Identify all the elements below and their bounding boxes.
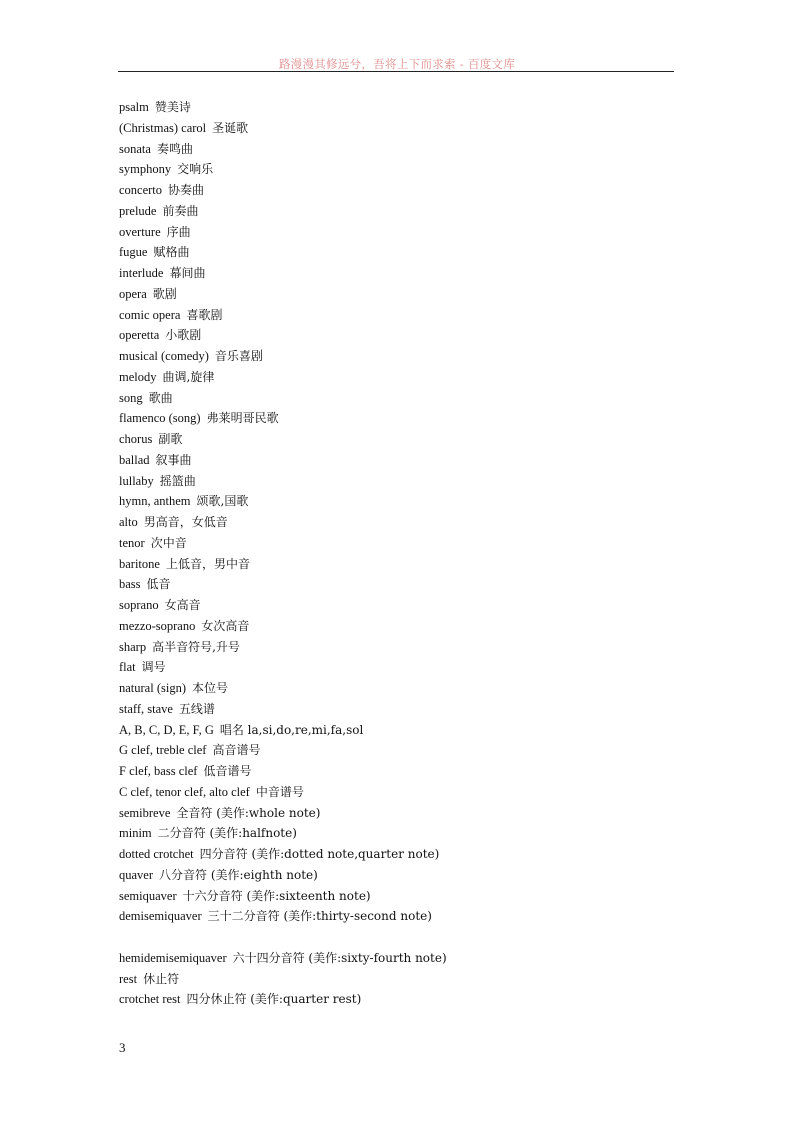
english-term: comic opera: [119, 307, 181, 322]
glossary-entry: [119, 408, 719, 429]
chinese-translation: 前奏曲: [162, 203, 199, 218]
english-term: staff, stave: [119, 701, 173, 716]
chinese-translation: 歌曲: [148, 390, 173, 405]
glossary-entry: [119, 471, 719, 492]
english-term: A, B, C, D, E, F, G: [119, 722, 214, 737]
english-term: concerto: [119, 183, 163, 197]
chinese-translation: 高音谱号: [212, 743, 261, 758]
chinese-translation: 次中音: [150, 535, 187, 550]
chinese-translation: 本位号: [192, 681, 229, 695]
chinese-translation: 小歌剧: [165, 328, 202, 343]
english-term: chorus: [119, 432, 153, 446]
chinese-translation: 叙事曲: [155, 452, 192, 467]
chinese-translation: 协奏曲: [168, 183, 205, 197]
english-term: psalm: [119, 100, 149, 114]
glossary-entry: [119, 512, 719, 533]
english-term: alto: [119, 515, 138, 529]
english-term: F clef, bass clef: [119, 764, 198, 778]
english-term: G clef, treble clef: [119, 743, 207, 758]
glossary-entry: [119, 201, 719, 222]
chinese-translation: 歌剧: [152, 286, 177, 301]
english-term: musical (comedy): [119, 349, 209, 363]
english-term: semiquaver: [119, 888, 177, 903]
glossary-entry: [119, 989, 719, 1010]
chinese-translation: 高半音符号,升号: [152, 639, 240, 654]
glossary-entry: [119, 305, 719, 326]
page-number: 3: [119, 1040, 126, 1055]
glossary-entry: [119, 450, 719, 471]
glossary-entry: [119, 616, 719, 637]
chinese-translation: 三十二分音符 (美作:thirty-second note): [207, 909, 432, 924]
glossary-entry: [119, 118, 719, 139]
glossary-entry: [119, 139, 719, 160]
glossary-entry: [119, 699, 719, 720]
glossary-entry: [119, 242, 719, 263]
glossary-entry: [119, 429, 719, 450]
glossary-entry: [119, 740, 719, 761]
glossary-entry: [119, 97, 719, 118]
glossary-entry: [119, 803, 719, 824]
glossary-entry: [119, 346, 719, 367]
chinese-translation: 调号: [141, 660, 166, 675]
chinese-translation: 弗莱明哥民歌: [206, 411, 279, 426]
english-term: soprano: [119, 598, 159, 612]
chinese-translation: 中音谱号: [255, 784, 304, 799]
chinese-translation: 五线谱: [178, 701, 215, 716]
english-term: hemidemisemiquaver: [119, 950, 227, 965]
english-term: flamenco (song): [119, 411, 201, 426]
glossary-entry: [119, 325, 719, 346]
glossary-entry: [119, 906, 719, 927]
english-term: (Christmas) carol: [119, 120, 207, 135]
chinese-translation: 赋格曲: [153, 245, 190, 260]
glossary-entry: [119, 491, 719, 512]
glossary-entry: [119, 637, 719, 658]
glossary-entry: [119, 761, 719, 782]
chinese-translation: 副歌: [158, 432, 183, 446]
chinese-translation: 女次高音: [201, 618, 250, 633]
glossary-entry: [119, 844, 719, 865]
glossary-entry: [119, 969, 719, 990]
chinese-translation: 圣诞歌: [212, 120, 249, 135]
english-term: minim: [119, 826, 152, 841]
glossary-entry: [119, 886, 719, 907]
chinese-translation: 曲调,旋律: [162, 369, 215, 384]
glossary-entry: [119, 284, 719, 305]
english-term: symphony: [119, 162, 172, 177]
english-term: operetta: [119, 328, 160, 343]
chinese-translation: 上低音，男中音: [165, 556, 250, 571]
chinese-translation: 女高音: [164, 598, 201, 612]
glossary-entry: [119, 782, 719, 803]
english-term: sonata: [119, 141, 151, 156]
glossary-entry: [119, 367, 719, 388]
english-term: flat: [119, 660, 136, 675]
chinese-translation: 四分休止符 (美作:quarter rest): [186, 992, 362, 1007]
english-term: mezzo-soprano: [119, 618, 196, 633]
glossary-list: [119, 97, 719, 1010]
chinese-translation: 音乐喜剧: [214, 349, 263, 363]
english-term: lullaby: [119, 473, 154, 488]
glossary-entry: [119, 657, 719, 678]
glossary-entry: [119, 823, 719, 844]
english-term: prelude: [119, 203, 157, 218]
english-term: tenor: [119, 535, 145, 550]
english-term: opera: [119, 286, 147, 301]
english-term: C clef, tenor clef, alto clef: [119, 784, 250, 799]
chinese-translation: 八分音符 (美作:eighth note): [159, 867, 318, 882]
glossary-entry: [119, 554, 719, 575]
english-term: natural (sign): [119, 681, 186, 695]
chinese-translation: 低音谱号: [203, 764, 252, 778]
english-term: interlude: [119, 266, 164, 280]
glossary-entry: [119, 595, 719, 616]
glossary-entry: [119, 159, 719, 180]
glossary-entry: [119, 948, 719, 969]
glossary-entry: [119, 678, 719, 699]
glossary-entry: [119, 720, 719, 741]
chinese-translation: 二分音符 (美作:halfnote): [157, 826, 297, 841]
english-term: sharp: [119, 639, 147, 654]
english-term: melody: [119, 369, 157, 384]
english-term: overture: [119, 224, 161, 239]
chinese-translation: 幕间曲: [169, 266, 206, 280]
chinese-translation: 休止符: [143, 971, 180, 986]
chinese-translation: 赞美诗: [154, 100, 191, 114]
chinese-translation: 奏鸣曲: [156, 141, 193, 156]
english-term: quaver: [119, 867, 154, 882]
english-term: ballad: [119, 452, 150, 467]
english-term: baritone: [119, 556, 160, 571]
chinese-translation: 全音符 (美作:whole note): [176, 805, 321, 820]
chinese-translation: 喜歌剧: [186, 307, 223, 322]
chinese-translation: 低音: [146, 577, 171, 592]
english-term: rest: [119, 971, 138, 986]
english-term: hymn, anthem: [119, 494, 191, 509]
chinese-translation: 交响乐: [177, 162, 214, 177]
chinese-translation: 序曲: [166, 224, 191, 239]
chinese-translation: 四分音符 (美作:dotted note,quarter note): [199, 847, 440, 861]
english-term: song: [119, 390, 143, 405]
english-term: dotted crotchet: [119, 847, 194, 861]
english-term: demisemiquaver: [119, 909, 202, 924]
glossary-entry: [119, 263, 719, 284]
chinese-translation: 唱名 la,si,do,re,mi,fa,sol: [219, 722, 364, 737]
glossary-entry: [119, 180, 719, 201]
chinese-translation: 六十四分音符 (美作:sixty-fourth note): [232, 950, 447, 965]
glossary-entry: [119, 533, 719, 554]
chinese-translation: 摇篮曲: [159, 473, 196, 488]
glossary-entry: [119, 388, 719, 409]
glossary-entry: [119, 222, 719, 243]
chinese-translation: 十六分音符 (美作:sixteenth note): [182, 888, 371, 903]
chinese-translation: 颂歌,国歌: [196, 494, 249, 509]
glossary-entry: [119, 574, 719, 595]
chinese-translation: 男高音，女低音: [143, 515, 228, 529]
english-term: crotchet rest: [119, 992, 181, 1007]
english-term: bass: [119, 577, 141, 592]
header-rule: [118, 71, 674, 72]
english-term: semibreve: [119, 805, 171, 820]
glossary-entry: [119, 865, 719, 886]
page-header: 路漫漫其修远兮，吾将上下而求索 - 百度文库: [278, 57, 516, 71]
english-term: fugue: [119, 245, 148, 260]
